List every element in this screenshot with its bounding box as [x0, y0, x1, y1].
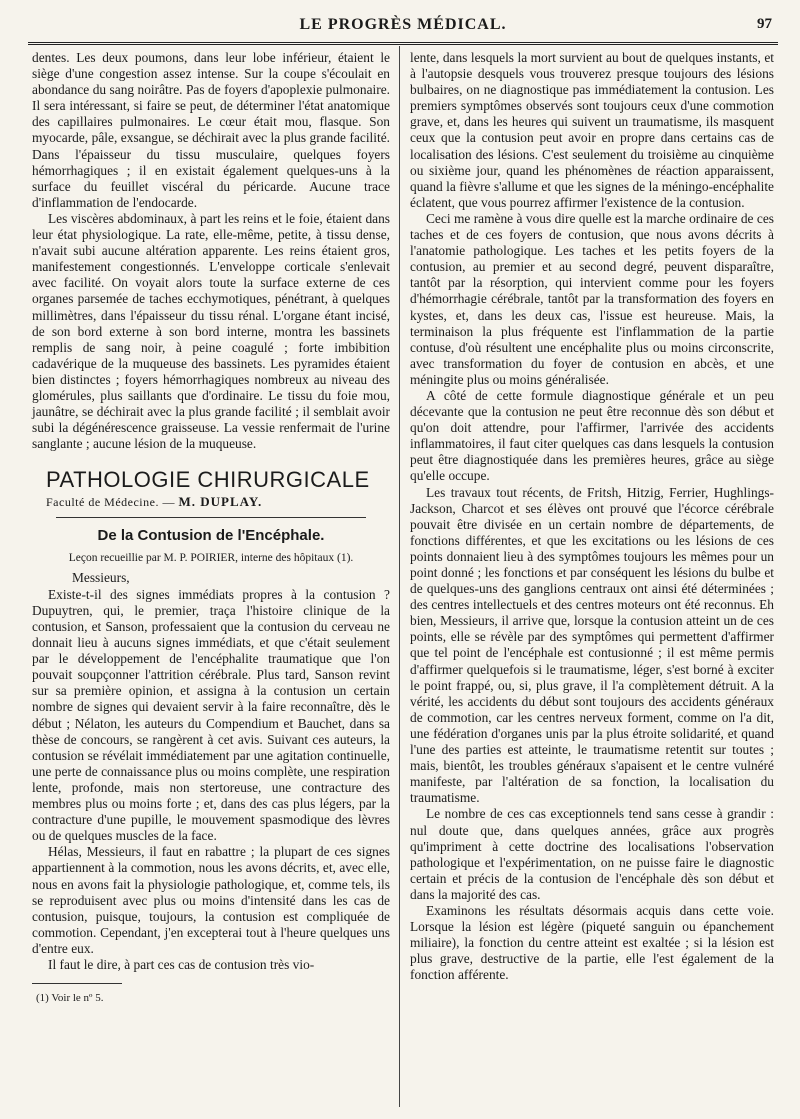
paragraph: dentes. Les deux poumons, dans leur lobe inférieur, étaient le siège d'une congestion assez intense. Sur la coupe s'écoulait en abondance du sang noirâtre. Pas de foyers d'apoplexie pulmonaire. Il sera intéressant, si faire se peut, de déterminer l'état anatomique des capillaires pulmonaires. Le cœur était mou, flasque. Son myocarde, pâle, exsangue, se déchirait avec la plus grande facilité. Dans l'épaisseur du tissu musculaire, quelques foyers hémorrhagiques ; il en existait également quelques-uns à la surface du feuillet viscéral du péricarde. Aucune trace d'inflammation de l'endocarde. — [32, 50, 390, 210]
paragraph: Ceci me ramène à vous dire quelle est la marche ordinaire de ces taches et de ces foyers de contusion, que nous avons décrits à l'anatomie pathologique. Les taches et les petits foyers de la contusion, au premier et au second degré, peuvent disparaître, tantôt par la résorption, qui intervient comme pour les foyers d'hémorrhagie cérébrale, tantôt par la transformation des foyers en kystes, et, dans les deux cas, l'issue est heureuse. Mais, la terminaison la plus fréquente est l'inflammation de la partie contuse, d'où résultent une encéphalite plus ou moins circonscrite, avec transformation du foyer de contusion en abcès, et une méningite plus ou moins généralisée. — [410, 210, 774, 387]
paragraph: Les viscères abdominaux, à part les reins et le foie, étaient dans leur état physiologique. La rate, elle-même, petite, à tissu dense, n'avait subi aucune altération apparente. Les reins étaient gros, manifestement congestionnés. L'enveloppe corticale s'enlevait avec facilité. On voyait alors toute la surface externe de ces organes parsemée de taches ecchymotiques, pénétrant, à quelques millimètres, dans l'épaisseur du tissu rénal. L'organe étant incisé, de son bord externe à son bord interne, montra les bassinets remplis de sang noir, à peine coagulé ; forte imbibition cadavérique de la muqueuse des bassinets. Les pyramides étaient bien distinctes ; foyers hémorrhagiques nombreux au niveau des glomérules, plus saillants que d'ordinaire. Le tissu du foie mou, jaunâtre, se déchirait avec la plus grande facilité ; il semblait avoir subi la dégénérescence graisseuse. La vessie renfermait de l'urine sanglante ; aucune lésion de la muqueuse. — [32, 210, 390, 452]
left-column — [32, 50, 390, 1006]
paragraph: Existe-t-il des signes immédiats propres à la contusion ? Dupuytren, qui, le premier, traça l'histoire clinique de la contusion, et Sanson, professaient que la contusion du cerveau ne donnait lieu à aucuns signes immédiats, et que c'était seulement par le développement de l'encéphalite traumatique que l'on pouvait soupçonner l'attrition cérébrale. Plus tard, Sanson revint sur sa première opinion, et assigna à la contusion un certain nombre de signes qui devaient servir à la faire reconnaître, dès le début ; Nélaton, les auteurs du Compendium et Bauchet, dans sa thèse de concours, se rangèrent à cet avis. Suivant ces auteurs, la contusion se révélait immédiatement par une agitation continuelle, une perte de connaissance plus ou moins complète, une respiration lente, profonde, mais non stertoreuse, une contracture des membres plus ou moins forte ; et, dans des cas plus légers, par la contracture d'une pupille, le mouvement spasmodique des lèvres ou de quelques muscles de la face. — [32, 586, 390, 844]
page-number: 97 — [757, 16, 772, 32]
faculty-line — [46, 494, 390, 510]
paragraph: Le nombre de ces cas exceptionnels tend sans cesse à grandir : nul doute que, dans quelques années, grâce aux progrès qu'impriment à cette doctrine des localisations l'observation pathologique et l'expérimentation, on ne puisse faire le diagnostic certain et précis de la contusion de l'encéphale dès son début et dans la majorité des cas. — [410, 806, 774, 902]
footnote-rule — [32, 983, 122, 984]
paragraph: A côté de cette formule diagnostique générale et un peu décevante que la contusion ne peut être reconnue dès son début et qu'on doit attendre, pour l'affirmer, l'arrivée des accidents inflammatoires, il faut citer quelques cas dans lesquels la contusion peut être diagnostiquée dans les premières heures, grâce au siège qu'elle occupe. — [410, 387, 774, 484]
article-title: De la Contusion de l'Encéphale. — [97, 526, 325, 544]
paragraph: lente, dans lesquels la mort survient au bout de quelques instants, et à l'autopsie desquels vous trouverez presque toujours des lésions bulbaires, on ne diagnostique pas immédiatement la contusion. Les premiers symptômes observés sont toujours ceux d'une commotion grave, et, dans les heures qui suivent un traumatisme, ils masquent ceux que la contusion peut avoir en propre dans certains cas de localisation des lésions. C'est seulement du troisième au cinquième ou sixième jour, quand les phénomènes de réaction apparaissent, quand la fièvre s'allume et que les signes de la méningo-encéphalite éclatent, que vous pourrez affirmer l'existence de la contusion. — [410, 50, 774, 210]
section-rule — [56, 517, 366, 518]
column-divider — [399, 46, 400, 1107]
paragraph: Hélas, Messieurs, il faut en rabattre ; la plupart de ces signes appartiennent à la commotion, nous les avons décrits, et, avec elle, nous en avons fait la physiologie pathologique, et, comme tels, ils se reproduisent avec plus ou moins d'intensité dans les cas de contusion, puisque, toujours, la contusion est compliquée de commotion. Cependant, j'en excepterai tout à l'heure quelques uns d'entre eux. — [32, 844, 390, 956]
salutation: Messieurs, — [72, 569, 130, 585]
section-title: PATHOLOGIE CHIRURGICALE — [46, 467, 370, 493]
page-header — [28, 10, 778, 38]
lecture-note: Leçon recueillie par M. P. POIRIER, interne des hôpitaux (1). — [68, 551, 354, 564]
footnote: (1) Voir le nº 5. — [36, 992, 104, 1005]
paragraph: Les travaux tout récents, de Fritsh, Hitzig, Ferrier, Hughlings-Jackson, Charcot et ses élèves ont prouvé que l'écorce cérébrale pouvait être divisée en un certain nombre de départements, de fonctions différentes, et que les excitations ou les lésions de ces points donnaient lieu à des symptômes toujours les mêmes pour un point donné ; les fonctions et par conséquent les lésions du bulbe et de quelques-uns des ganglions centraux ont ainsi été déterminées ; des centres intellectuels et des centres moteurs ont été reconnus. Eh bien, Messieurs, il arrive que, lorsque la contusion atteint un de ces points, elle se révèle par des symptômes qui permettent d'affirmer que tel point de l'encéphale est contusionné ; il est même permis d'affirmer quelquefois si le traumatisme, léger, s'est borné à exciter le point frappé, ou, si, plus grave, il l'a complètement détruit. A la vérité, les accidents du début sont toujours des accidents généraux de commotion, car les centres nerveux forment, comme on l'a dit, une fédération d'organes unis par la plus étroite solidarité, et quand l'une des parties est atteinte, le traumatisme retentit sur toutes ; mais, bientôt, les troubles généraux s'apaisent et le centre vulnéré manifeste, par l'altération de sa fonction, la localisation du traumatisme. — [410, 484, 774, 806]
professor-name: M. DUPLAY. — [178, 494, 263, 510]
paragraph: Il faut le dire, à part ces cas de contusion très vio- — [48, 956, 315, 972]
paragraph: Examinons les résultats désormais acquis dans cette voie. Lorsque la lésion est légère (piqueté sanguin ou épanchement miliaire), la fonction du centre atteint est exaltée ; si la lésion est plus grave, destructive de la partie, elle l'est également de la fonction afférente. — [410, 902, 774, 983]
right-column — [410, 50, 774, 983]
faculty-label: Faculté de Médecine. — — [46, 495, 179, 510]
header-rule — [28, 42, 778, 45]
journal-title: LE PROGRÈS MÉDICAL. — [299, 16, 507, 33]
